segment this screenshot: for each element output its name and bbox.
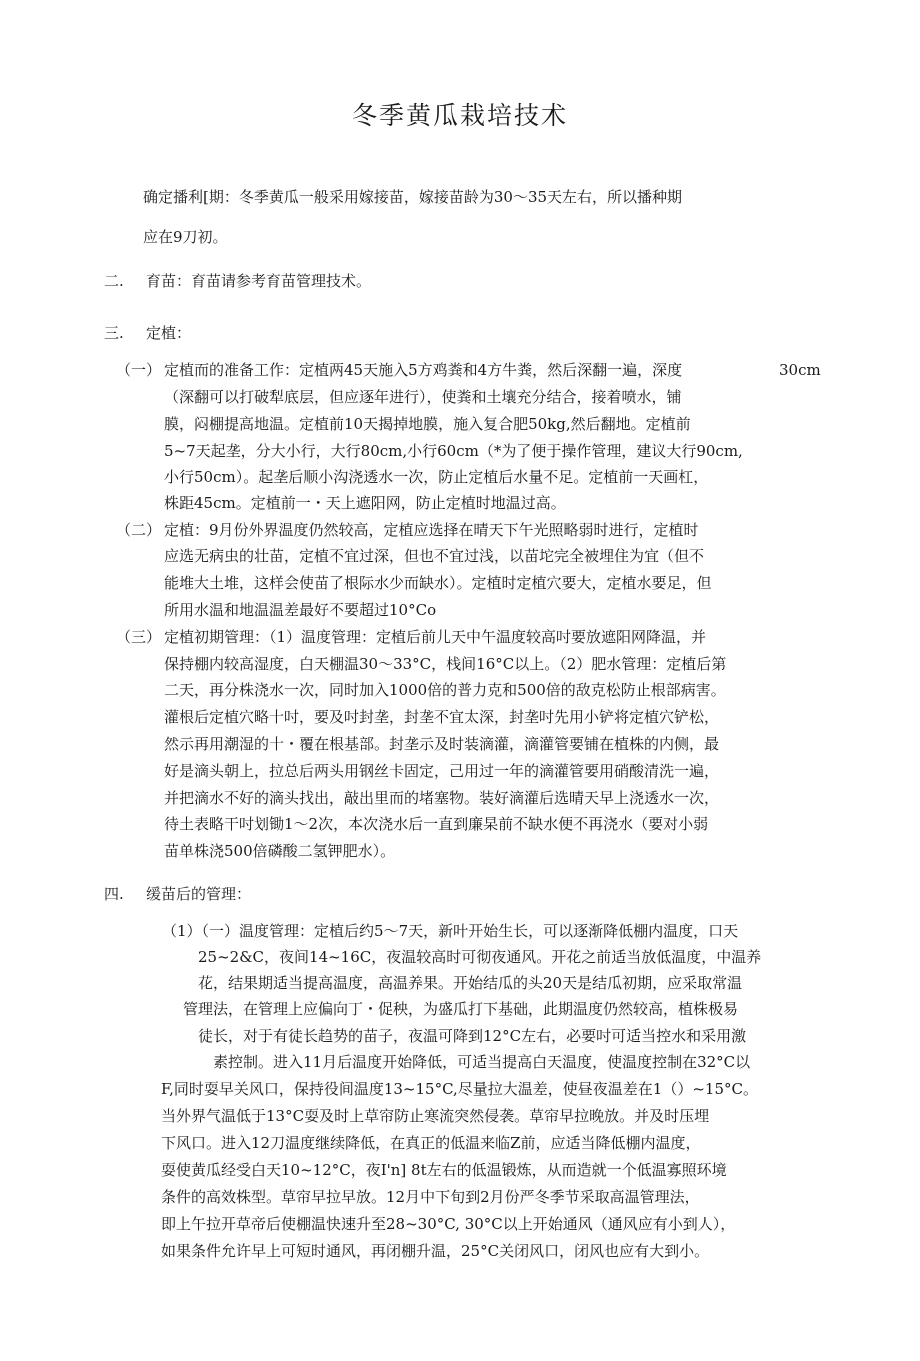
paragraph-line: 株距45cm。定植前一・天上遮阳网，防止定植时地温过高。 — [164, 494, 566, 512]
section-heading: 定植： — [146, 324, 192, 342]
document-title: 冬季黄瓜栽培技术 — [351, 101, 568, 130]
paragraph-line: 小行50cm）。起垄后顺小沟浇透水一次，防止定植后水量不足。定植前一天画杠， — [164, 468, 709, 486]
paragraph-line: （1）（一）温度管理：定植后约5～7天，新叶开始生长，可以逐渐降低棚内温度，口天 — [162, 922, 739, 940]
paragraph-line: 好是滴头朝上，拉总后两头用钢丝卡固定，己用过一年的滴灌管要用硝酸清洗一遍， — [164, 762, 720, 780]
paragraph-line: 下风口。进入12刀温度继续降低，在真正的低温来临Z前，应适当降低棚内温度， — [161, 1134, 701, 1152]
paragraph-line: 所用水温和地温温差最好不要超过10°Co — [164, 601, 437, 619]
paragraph-line: 定植而的准备工作：定植两45天施入5方鸡粪和4方牛粪，然后深翻一遍，深度 — [164, 361, 683, 379]
paragraph-line: 然示再用潮湿的十・覆在根基部。封垄示及时装滴灌，滴灌管要铺在植株的内侧，最 — [164, 735, 720, 753]
paragraph-line: 即上午拉开草帝后使棚温快速升至28~30°C, 30°C以上开始通风（通风应有小到人）， — [161, 1215, 736, 1233]
section-number: 四. — [104, 885, 124, 903]
paragraph-line-tail: 30cm — [779, 361, 821, 379]
paragraph-line: 苗单株浇500倍磷酸二氢钾肥水）。 — [164, 842, 396, 860]
paragraph-line: 管理法，在管理上应偏向丁・促秧，为盛瓜打下基础，此期温度仍然较高，植株极易 — [183, 1000, 739, 1018]
paragraph-line: 徒长，对于有徒长趋势的苗子，夜温可降到12°C左右，必要吋可适当控水和采用激 — [198, 1027, 747, 1045]
paragraph-line: 能堆大土堆，这样会使苗了根际水少而缺水）。定植时定植穴要大，定植水要足，但 — [164, 574, 712, 592]
paragraph-line: 5~7天起垄，分大小行，大行80cm,小行60cm（*为了便于操作管理，建议大行90cm, — [164, 442, 743, 460]
paragraph-line: 素控制。进入11月后温度开始降低，可适当提高白天温度，使温度控制在32°C以 — [213, 1053, 751, 1071]
paragraph-line: 条件的高效株型。草帘早拉早放。12月中下旬到2月份严冬季节采取高温管理法， — [161, 1188, 700, 1206]
paragraph-line: 当外界气温低于13°C耍及时上草帘防止寒流突然侵袭。草帘早拉晚放。并及时压埋 — [161, 1107, 710, 1125]
subsection-marker: （一） — [116, 361, 162, 379]
paragraph-line: 定植初期管理：（1）温度管理：定植后前儿天中午温度较高吋要放遮阳网降温，并 — [164, 628, 707, 646]
paragraph-line: 定植：9月份外界温度仍然较高，定植应选择在晴天下午光照略弱时进行，定植时 — [164, 521, 699, 539]
paragraph-line: 灌根后定植穴略十吋，要及吋封垄，封垄不宜太深，封垄吋先用小铲将定植穴铲松， — [164, 708, 720, 726]
paragraph-line: 耍使黄瓜经受白天10~12°C，夜I'n] 8t左右的低温锻炼，从而造就一个低温寡照环境 — [161, 1161, 727, 1179]
section-heading: 缓苗后的管理： — [146, 885, 252, 903]
paragraph-line: 保持棚内较高湿度，白天棚温30～33°C，栈间16°C以上。（2）肥水管理：定植后第 — [164, 655, 727, 673]
paragraph-line: F,同时耍早关风口，保持役间温度13~15°C,尽量拉大温差，使昼夜温差在1（）~15°C。 — [161, 1080, 758, 1098]
paragraph-line: 育苗：育苗请参考育苗管理技术。 — [146, 272, 372, 290]
paragraph-line: 应在9刀初。 — [143, 228, 228, 246]
paragraph-line: 如果条件允许早上可短时通风，再闭棚升温，25°C关闭风口，闭风也应有大到小。 — [161, 1242, 710, 1260]
paragraph-line: 并把滴水不好的滴头找出，敲出里而的堵塞物。装好滴灌后选晴天早上浇透水一次， — [164, 789, 720, 807]
paragraph-line: （深翻可以打破犁底层，但应逐年进行），使粪和土壤充分结合，接着喷水，铺 — [164, 388, 682, 406]
paragraph-line: 膜，闷棚提高地温。定植前10天揭掉地膜，施入复合肥50kg,然后翻地。定植前 — [164, 415, 691, 433]
paragraph-line: 花，结果期适当提高温度，高温养果。开始结瓜的头20天是结瓜初期，应采取常温 — [198, 974, 743, 992]
paragraph-line: 应选无病虫的壮苗，定植不宜过深，但也不宜过浅，以苗坨完全被埋住为宜（但不 — [164, 547, 705, 565]
subsection-marker: （二） — [116, 521, 162, 539]
paragraph-line: 二天，再分株浇水一次，同时加入1000倍的普力克和500倍的敌克松防止根部病害。 — [164, 681, 726, 699]
paragraph-line: 确定播利[期：冬季黄瓜一般采用嫁接苗，嫁接苗龄为30～35天左右，所以播种期 — [143, 188, 683, 206]
section-number: 三. — [104, 324, 124, 342]
section-number: 二. — [104, 272, 124, 290]
paragraph-line: 25~2&C，夜间14~16C，夜温较高时可彻夜通风。开花之前适当放低温度，中温养 — [198, 948, 762, 966]
paragraph-line: 待土表略干吋划锄1～2次，本次浇水后一直到廉杲前不缺水便不再浇水（要对小弱 — [164, 815, 709, 833]
subsection-marker: （三） — [116, 628, 162, 646]
